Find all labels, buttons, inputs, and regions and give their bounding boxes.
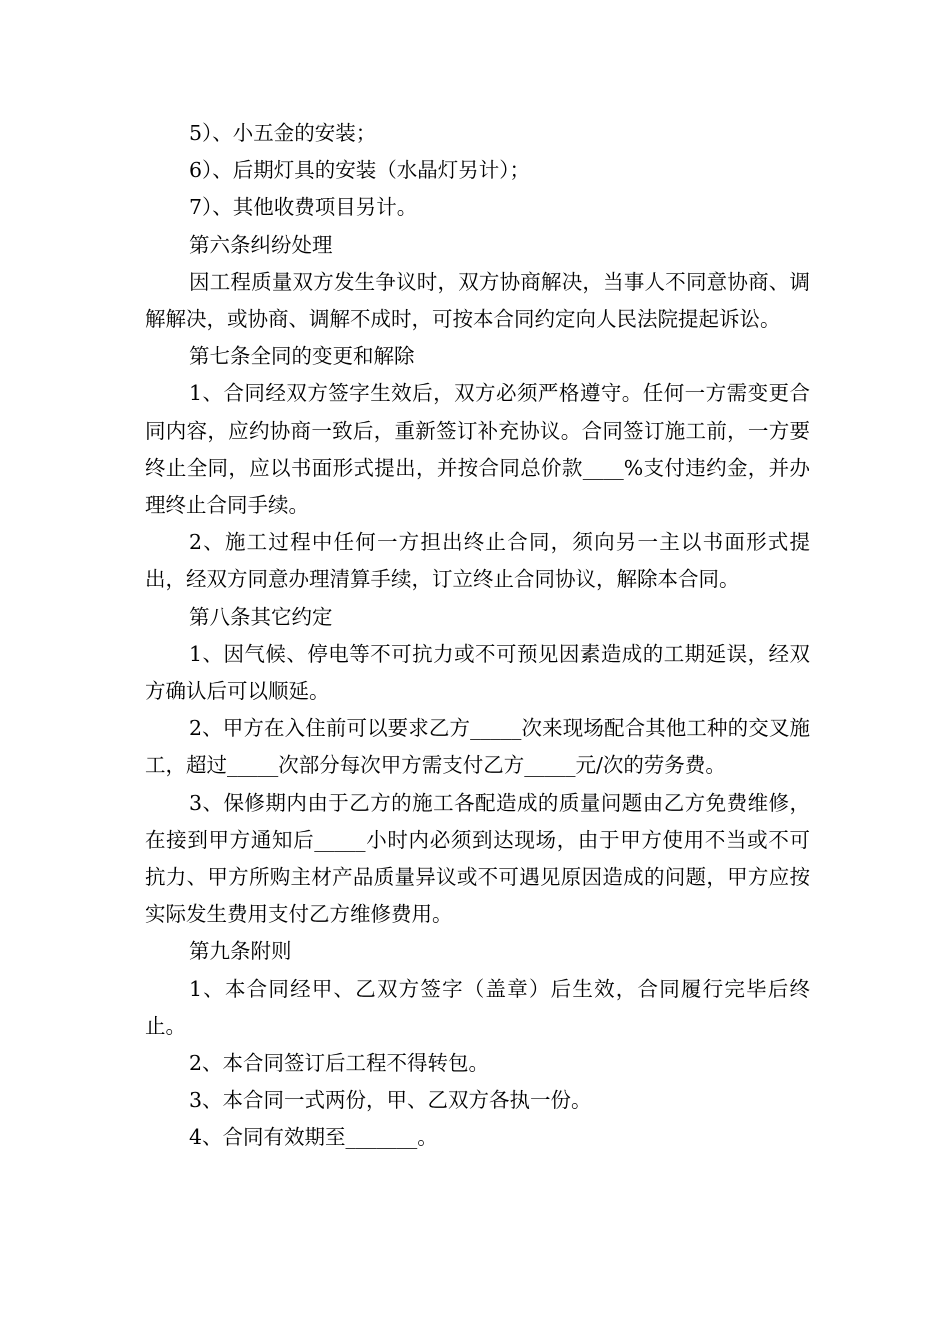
clause-item-7: 7）、其他收费项目另计。 — [189, 195, 418, 220]
article-9-heading: 第九条附则 — [189, 939, 292, 964]
article-9-clause-4: 4、合同有效期至_______。 — [189, 1125, 438, 1150]
article-7-heading: 第七条全同的变更和解除 — [189, 344, 415, 369]
article-8-clause-2: 2、甲方在入住前可以要求乙方_____次来现场配合其他工种的交叉施工，超过_____次部分每次甲方需支付乙方_____元/次的劳务费。 — [145, 716, 810, 778]
article-8-heading: 第八条其它约定 — [189, 604, 333, 629]
article-7-clause-2: 2、施工过程中任何一方担出终止合同，须向另一主以书面形式提出，经双方同意办理清算手续，订立终止合同协议，解除本合同。 — [145, 530, 810, 592]
article-6-heading: 第六条纠纷处理 — [189, 232, 333, 257]
contract-page — [145, 115, 810, 1157]
article-9-clause-1: 1、本合同经甲、乙双方签字（盖章）后生效，合同履行完毕后终止。 — [145, 976, 810, 1038]
clause-item-6: 6）、后期灯具的安装（水晶灯另计）； — [189, 158, 531, 183]
article-8-clause-1: 1、因气候、停电等不可抗力或不可预见因素造成的工期延误，经双方确认后可以顺延。 — [145, 641, 810, 704]
article-9-clause-3: 3、本合同一式两份，甲、乙双方各执一份。 — [189, 1088, 592, 1113]
clause-item-5: 5）、小五金的安装； — [189, 121, 377, 145]
article-9-clause-2: 2、本合同签订后工程不得转包。 — [189, 1051, 490, 1076]
article-6-body: 因工程质量双方发生争议时，双方协商解决，当事人不同意协商、调解解决，或协商、调解不成时，可按本合同约定向人民法院提起诉讼。 — [145, 269, 810, 332]
article-8-clause-3: 3、保修期内由于乙方的施工各配造成的质量问题由乙方免费维修，在接到甲方通知后_____小时内必须到达现场，由于甲方使用不当或不可抗力、甲方所购主材产品质量异议或不可遇见原因造成的问题，甲方应按实际发生费用支付乙方维修费用。 — [145, 790, 810, 927]
article-7-clause-1: 1、合同经双方签字生效后，双方必须严格遵守。任何一方需变更合同内容，应约协商一致后，重新签订补充协议。合同签订施工前，一方要终止全同，应以书面形式提出，并按合同总价款____%支付违约金，并办理终止合同手续。 — [145, 381, 810, 518]
